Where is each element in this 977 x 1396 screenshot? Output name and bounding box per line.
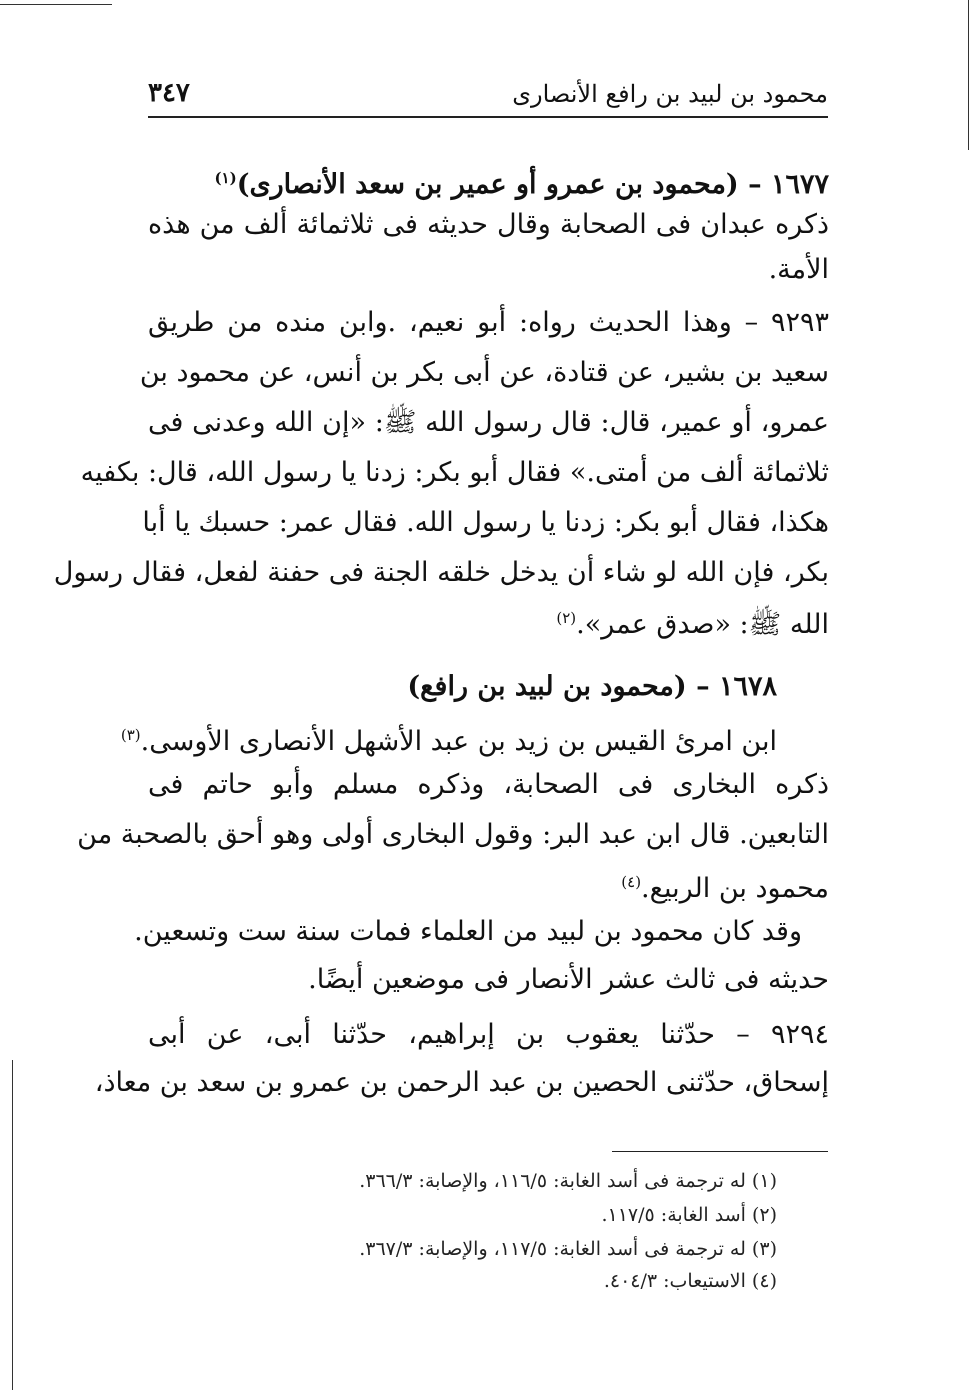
text-line: التابعين. قال ابن عبد البر: وقول البخارى أولى وهو أحق بالصحبة من: [77, 819, 829, 850]
entry-heading-1678: ١٦٧٨ – (محمود بن لبيد بن رافع): [407, 671, 777, 702]
text-line: الله ﷺ: «صدق عمر».$^{(٢)}$: [556, 609, 829, 640]
footnote-ref: (١): [214, 169, 237, 187]
scan-edge-line: [12, 1060, 13, 1390]
footnote: (٣) له ترجمة فى أسد الغابة: ١١٧/٥، والإصابة: ٣٦٧/٣.: [359, 1238, 777, 1260]
text-line: الأمة.: [768, 254, 829, 285]
page-number: ٣٤٧: [148, 78, 190, 108]
hadith-9293-line: ٩٢٩٣ – وهذا الحديث رواه: أبو نعيم، .وابن منده من طريق: [148, 307, 829, 338]
text-line: بكر، فإن الله لو شاء أن يدخل خلقه الجنة فى حفنة لفعل، فقال رسول: [53, 557, 829, 588]
text-line: سعيد بن بشير، عن قتادة، عن أبى بكر بن أنس، عن محمود بن: [139, 357, 829, 388]
header-title: محمود بن لبيد بن رافع الأنصارى: [512, 80, 828, 108]
text-line: ذكره عبدان فى الصحابة وقال حديثه فى ثلاثمائة ألف من هذه: [148, 209, 829, 240]
text-line: ابن امرئ القيس بن زيد بن عبد الأشهل الأنصارى الأوسى.$^{(٣)}$: [120, 726, 777, 757]
entry-heading-1677: ١٦٧٧ – (محمود بن عمرو أو عمير بن سعد الأنصارى)$^{(١)}$: [214, 169, 829, 200]
footnote-ref: (٢): [556, 609, 577, 627]
text-line: إسحاق، حدّثنى الحصين بن عبد الرحمن بن عمرو بن سعد بن معاذ،: [94, 1067, 829, 1098]
footnote: (١) له ترجمة فى أسد الغابة: ١١٦/٥، والإصابة: ٣٦٦/٣.: [359, 1170, 777, 1192]
footnote-separator: [612, 1151, 828, 1152]
text-line: ثلاثمائة ألف من أمتى.» فقال أبو بكر: زدنا يا رسول الله، قال: بكفيه: [80, 457, 829, 488]
footnote: (٤) الاستيعاب: ٤٠٤/٣.: [603, 1270, 777, 1292]
footnote-ref: (٣): [120, 726, 141, 744]
text-line: ذكره البخارى فى الصحابة، وذكره مسلم وأبو حاتم فى: [148, 769, 829, 800]
text-line: حديثه فى ثالث عشر الأنصار فى موضعين أيضًا.: [308, 964, 829, 995]
hadith-9294-line: ٩٢٩٤ – حدّثنا يعقوب بن إبراهيم، حدّثنا أبى، عن أبى: [148, 1019, 829, 1050]
scan-edge-line: [0, 4, 112, 5]
scan-edge-line: [968, 0, 969, 150]
text-line: هكذا، فقال أبو بكر: زدنا يا رسول الله. فقال عمر: حسبك يا أبا: [142, 507, 829, 538]
footnote: (٢) أسد الغابة: ١١٧/٥.: [601, 1204, 777, 1226]
text-line: عمرو، أو عمير، قال: قال رسول الله ﷺ: «إن الله وعدنى فى: [148, 407, 829, 438]
running-header: [148, 70, 828, 118]
footnote-ref: (٤): [621, 873, 642, 891]
text-line: وقد كان محمود بن لبيد من العلماء فمات سنة ست وتسعين.: [134, 916, 802, 947]
text-line: محمود بن الربيع.$^{(٤)}$: [621, 873, 829, 904]
